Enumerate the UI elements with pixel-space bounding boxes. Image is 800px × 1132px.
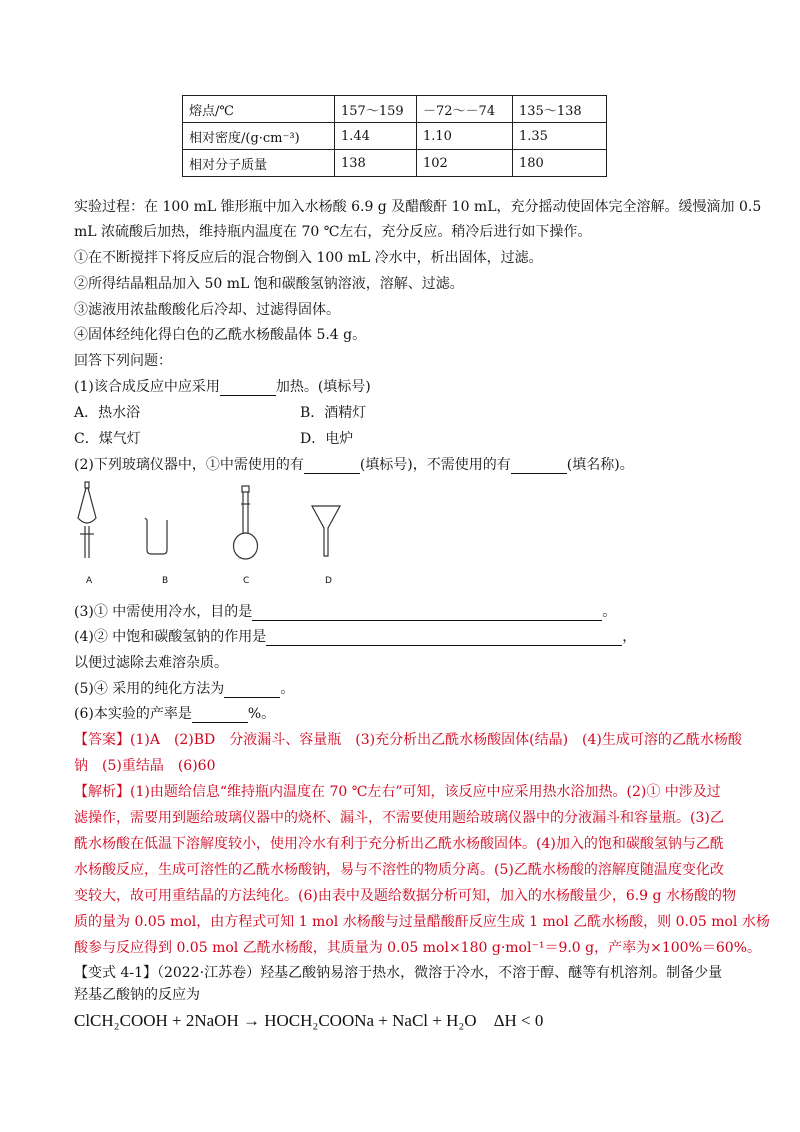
question-5 [74,680,294,698]
question-4-cont: 以便过滤除去难溶杂质。 [74,655,228,671]
table-cell: 熔点/℃ [183,96,335,123]
apparatus-figure [0,478,800,578]
answer-line: 钠 (5)重结晶 (6)60 [74,758,216,774]
apparatus-label: C [243,576,250,586]
table-cell: 138 [335,150,417,177]
question-text: 。 [280,681,295,697]
answer-blank [266,631,622,646]
option-a: A．热水浴 [74,405,141,421]
variant-line: 羟基乙酸钠的反应为 [74,987,200,1003]
table-cell: 1.35 [513,123,607,150]
answer-blank [224,683,280,698]
analysis-line: 酰水杨酸在低温下溶解度较小，使用冷水有利于充分析出乙酰水杨酸固体。(4)加入的饱和碳酸氢钠与乙酰 [74,836,724,852]
question-text: 加热。(填标号) [275,379,371,395]
apparatus-label: A [86,576,93,586]
option-c: C．煤气灯 [74,431,141,447]
answer-blank [304,459,360,474]
table-row [183,96,607,123]
analysis-line: 水杨酸反应，生成可溶性的乙酰水杨酸钠，易与不溶性的物质分离。(5)乙酰水杨酸的溶解度随温度变化改 [74,862,724,878]
table-cell: 180 [513,150,607,177]
answer-blank [192,708,248,723]
question-text: (2)下列玻璃仪器中，①中需使用的有 [74,457,304,473]
answer-blank [511,459,567,474]
table-cell: 1.10 [417,123,513,150]
table-cell: 102 [417,150,513,177]
question-text: (填名称)。 [566,457,634,473]
answer-blank [252,606,602,621]
analysis-line: 滤操作，需要用到题给玻璃仪器中的烧杯、漏斗，不需要使用题给玻璃仪器中的分液漏斗和容量瓶。(3)乙 [74,810,724,826]
table-cell: 相对分子质量 [183,150,335,177]
table-row [183,150,607,177]
question-text: ， [622,629,637,645]
table-cell: 135～138 [513,96,607,123]
question-text: (3)① 中需使用冷水，目的是 [74,604,253,620]
analysis-line: 质的量为 0.05 mol，由方程式可知 1 mol 水杨酸与过量醋酸酐反应生成 1 mol 乙酰水杨酸，则 0.05 mol 水杨 [74,914,770,930]
question-2 [74,456,634,474]
analysis-line: 酸参与反应得到 0.05 mol 乙酰水杨酸，其质量为 0.05 mol×180 g·mol⁻¹＝9.0 g，产率为×100%＝60%。 [74,940,762,956]
step-1: ①在不断搅拌下将反应后的混合物倒入 100 mL 冷水中，析出固体，过滤。 [74,250,543,266]
question-text: (1)该合成反应中应采用 [74,379,220,395]
question-text: (4)② 中饱和碳酸氢钠的作用是 [74,629,267,645]
question-3 [74,603,616,621]
table-row [183,123,607,150]
question-4 [74,628,636,646]
apparatus-label: B [162,576,169,586]
analysis-line: 【解析】(1)由题给信息“维持瓶内温度在 70 ℃左右”可知，该反应中应采用热水浴加热。(2)① 中涉及过 [74,784,721,800]
answer-blank [220,381,276,396]
beaker-icon [145,518,167,554]
question-text: (6)本实验的产率是 [74,706,192,722]
reaction-equation: ClCH₂COOH + 2NaOH → HOCH₂COONa + NaCl + H₂O ΔH < 0 [74,1011,544,1030]
procedure-line: mL 浓硫酸后加热，维持瓶内温度在 70 ℃左右，充分反应。稍冷后进行如下操作。 [74,224,592,240]
separatory-funnel-icon [78,482,96,558]
volumetric-flask-icon [234,486,258,559]
table-cell: 1.44 [335,123,417,150]
question-text: (5)④ 采用的纯化方法为 [74,681,225,697]
question-text: 。 [602,604,617,620]
step-2: ②所得结晶粗品加入 50 mL 饱和碳酸氢钠溶液，溶解、过滤。 [74,276,464,292]
option-b: B．酒精灯 [300,405,367,421]
apparatus-label: D [325,576,332,586]
procedure-line: 实验过程：在 100 mL 锥形瓶中加入水杨酸 6.9 g 及醋酸酐 10 mL，充分摇动使固体完全溶解。缓慢滴加 0.5 [74,199,762,215]
table-cell: －72～－74 [417,96,513,123]
analysis-line: 变较大，故可用重结晶的方法纯化。(6)由表中及题给数据分析可知，加入的水杨酸量少，6.9 g 水杨酸的物 [74,888,736,904]
funnel-icon [312,506,340,556]
question-1 [74,378,371,396]
option-d: D．电炉 [300,431,354,447]
question-6 [74,705,275,723]
table-cell: 157～159 [335,96,417,123]
question-text: %。 [247,706,276,722]
step-3: ③滤液用浓盐酸酸化后冷却、过滤得固体。 [74,302,340,318]
variant-line: 【变式 4-1】（2022·江苏卷）羟基乙酸钠易溶于热水，微溶于冷水，不溶于醇、醚等有机溶剂。制备少量 [74,965,723,981]
question-text: (填标号)，不需使用的有 [359,457,511,473]
table-cell: 相对密度/(g·cm⁻³) [183,123,335,150]
answer-line: 【答案】(1)A (2)BD 分液漏斗、容量瓶 (3)充分析出乙酰水杨酸固体(结晶) (4)生成可溶的乙酰水杨酸 [74,732,742,748]
properties-table [182,95,607,177]
questions-intro: 回答下列问题： [74,353,172,369]
step-4: ④固体经纯化得白色的乙酰水杨酸晶体 5.4 g。 [74,327,367,343]
